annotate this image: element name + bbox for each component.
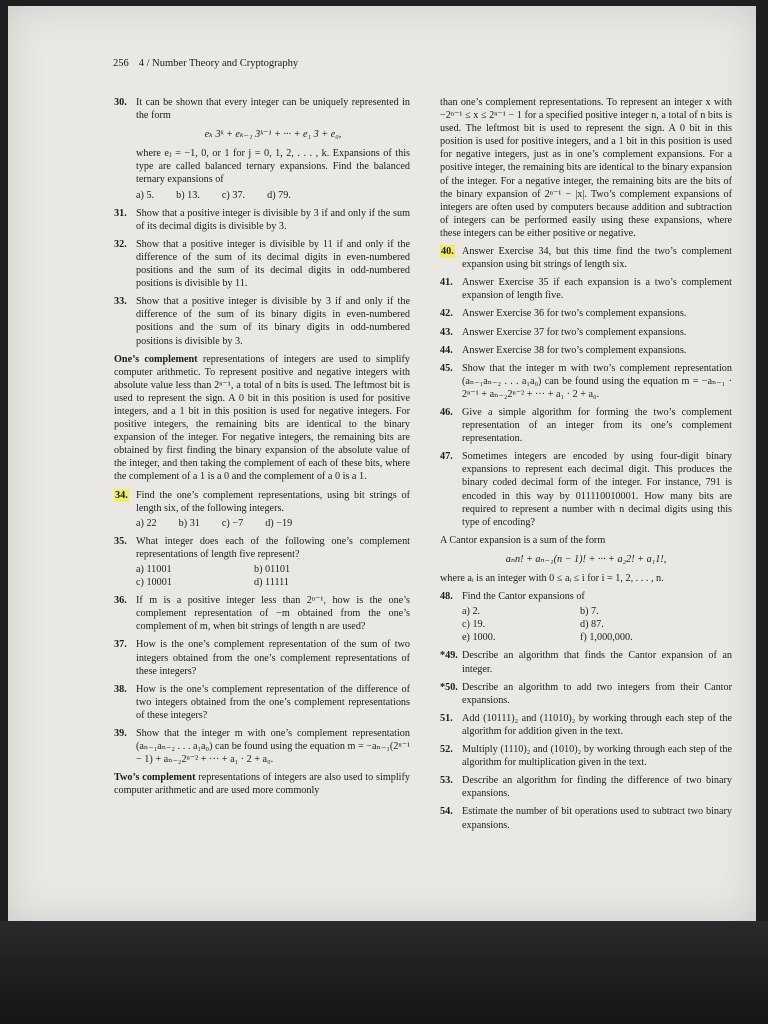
exercise-part: b) 13. (176, 189, 200, 201)
left-column (114, 96, 410, 803)
exercise-number: 35. (114, 535, 127, 547)
exercise-item (114, 638, 410, 677)
paragraph-text: A Cantor expansion is a sum of the form (440, 534, 606, 546)
exercise-item (114, 238, 410, 290)
exercise-parts (136, 189, 410, 202)
exercise-part: a) 11001 (136, 564, 172, 575)
paragraph-text: representations of integers are used to simplify computer arithmetic. To represent positive and negative integers with absolute value less than 2ⁿ⁻¹, a total of n bits is used. The leftmost bit is used to represent the sign. A 0 bit in this position is used for positive integers, and a 1 bit in this position is used for negative integers. For positive integers, the remaining bits are identical to the binary expansion of the integer. For negative integers, the remaining bits are obtained by first finding the binary expansion of the absolute value of the integer, and then taking the complement of each of these bits, where the complement of a 1 is a 0 and the complement of a 0 is a 1. (114, 353, 410, 483)
exercise-text: Answer Exercise 35 if each expansion is a two’s complement expansion of length five. (462, 277, 732, 302)
exercise-text: How is the one’s complement representation of the sum of two integers obtained from the one’s complement representations of these integers? (136, 639, 410, 677)
exercise-item (440, 276, 732, 302)
exercise-item (114, 96, 410, 202)
exercise-number: 52. (440, 744, 453, 756)
exercise-part: f) 1,000,000. (580, 632, 633, 644)
exercise-part: e) 1000. (462, 632, 496, 644)
exercise-item (440, 743, 732, 769)
exercise-text: Show that the integer m with two’s complement representation (aₙ₋₁aₙ₋₂ . . . a₁a₀) can be found using the equation m = −aₙ₋₁ · 2ⁿ⁻¹ + aₙ₋₂2ⁿ⁻² + ··· + a₁ · 2 + a₀. (462, 362, 732, 400)
exercise-part: c) 10001 (136, 577, 172, 589)
exercise-part: b) 01101 (254, 564, 291, 575)
running-head (113, 58, 308, 69)
exercise-number: 53. (440, 775, 453, 787)
exercise-text: Show that the integer m with one’s complement representation (aₙ₋₁aₙ₋₂ . . . a₁a₀) can be found using the equation m = −aₙ₋₁(2ⁿ⁻¹ − 1) + aₙ₋₂2ⁿ⁻² + ··· + a₁ · 2 + a₀. (136, 728, 410, 766)
exercise-item (440, 362, 732, 401)
exercise-part: a) 5. (136, 189, 155, 201)
exercise-text: Multiply (1110)₂ and (1010)₂ by working through each step of the algorithm for multiplication given in the text. (462, 744, 732, 769)
exercise-item (114, 295, 410, 347)
exercise-text: Answer Exercise 37 for two’s complement expansions. (462, 326, 687, 338)
exercise-text: Describe an algorithm that finds the Cantor expansion of an integer. (462, 650, 732, 675)
exercise-item (440, 681, 732, 707)
exercise-part: c) 19. (462, 619, 486, 631)
exercise-item (114, 683, 410, 722)
exercise-number: 30. (114, 97, 127, 108)
exercise-number: 32. (114, 238, 127, 250)
exercise-text: If m is a positive integer less than 2ⁿ⁻¹, how is the one’s complement representation of −m obtained from the one’s complement of m, when bit strings of length n are used? (136, 595, 410, 633)
exercise-number: *49. (440, 650, 458, 662)
exercise-item (440, 245, 732, 271)
exercise-number: 40. (441, 246, 454, 258)
exercise-text: What integer does each of the following one’s complement representations of length five represent? (136, 535, 410, 560)
exercise-item (440, 805, 732, 831)
exercise-number: 33. (114, 296, 127, 308)
exercise-text: Show that a positive integer is divisible by 3 if and only if the difference of the sum of its binary digits in even-numbered positions and the sum of its binary digits in odd-numbered positions is divisible by 3. (136, 296, 410, 347)
page-number: 256 (113, 58, 129, 69)
exercise-part: d) 79. (267, 189, 291, 201)
exercise-parts (462, 605, 732, 644)
exercise-text-continued: where eⱼ = −1, 0, or 1 for j = 0, 1, 2, . . . , k. Expansions of this type are called balanced ternary expansions. Find the balanced ternary expansions of (136, 148, 410, 186)
exercise-text: Give a simple algorithm for forming the two’s complement representation of an integer from its one’s complement representation. (462, 406, 732, 445)
textbook-page (8, 6, 756, 921)
exercise-part: d) −19 (265, 517, 293, 529)
exercise-text: It can be shown that every integer can be uniquely represented in the form (136, 97, 410, 122)
paragraph-text: than one’s complement representations. To represent an integer x with −2ⁿ⁻¹ ≤ x ≤ 2ⁿ⁻¹ − 1 for a specified positive integer n, a total of n bits is used. The leftmost bit is used to represent the sign. A 0 bit in this position is used for positive integers, and a 1 bit in this position is used for negative integers, just as in one’s complement expansions. For a positive integer, the remaining bits are identical to the binary expansion of the integer. For a negative integer, the remaining bits are the bits of the binary expansion of 2ⁿ⁻¹ − |x|. Two’s complement expansions of integers are often used by computers because addition and subtraction of integers can be performed easily using these expansions, where these integers can be either positive or negative. (440, 97, 732, 239)
equation: eₖ 3ᵏ + eₖ₋₁ 3ᵏ⁻¹ + ··· + e₁ 3 + e₀, (204, 129, 342, 141)
exercise-item (440, 344, 732, 357)
exercise-part: b) 7. (580, 606, 599, 618)
exercise-text: Sometimes integers are encoded by using four-digit binary expansions to represent each decimal digit. This produces the binary coded decimal form of the integer. For instance, 791 is encoded in this way by 011110010001. How many bits are required to represent a number with n decimal digits using this type of encoding? (462, 451, 732, 528)
exercise-number: 48. (440, 591, 453, 603)
exercise-number: 42. (440, 308, 453, 320)
text-paragraph (114, 353, 410, 484)
exercise-number: 31. (114, 207, 127, 219)
exercise-item (114, 594, 410, 633)
exercise-item (440, 326, 732, 339)
text-paragraph (440, 96, 732, 240)
exercise-part: a) 22 (136, 517, 157, 529)
exercise-text: Answer Exercise 38 for two’s complement expansions. (462, 344, 687, 356)
exercise-item (114, 727, 410, 766)
equation: aₙn! + aₙ₋₁(n − 1)! + ··· + a₂2! + a₁1!, (505, 553, 667, 565)
exercise-item (440, 450, 732, 529)
exercise-text: Add (10111)₂ and (11010)₂ by working through each step of the algorithm for addition given in the text. (462, 712, 732, 737)
exercise-text: Find the Cantor expansions of (462, 591, 585, 603)
exercise-item (440, 649, 732, 675)
exercise-item (440, 712, 732, 738)
exercise-text: Show that a positive integer is divisible by 3 if and only if the sum of its decimal digits is divisible by 3. (136, 207, 410, 232)
defined-term: Two’s complement (114, 772, 196, 784)
exercise-item (440, 406, 732, 445)
exercise-number: 34. (115, 489, 128, 501)
exercise-item (440, 307, 732, 320)
exercise-text: Describe an algorithm for finding the difference of two binary expansions. (462, 775, 732, 800)
exercise-number: 41. (440, 277, 453, 289)
exercise-number: 45. (440, 362, 453, 374)
exercise-item (114, 207, 410, 233)
exercise-part: d) 87. (580, 619, 604, 631)
exercise-item (440, 590, 732, 644)
exercise-text: Describe an algorithm to add two integers from their Cantor expansions. (462, 681, 732, 706)
right-column (440, 96, 732, 837)
exercise-number: 36. (114, 595, 127, 607)
exercise-number: 54. (440, 806, 453, 818)
exercise-text: Find the one’s complement representations, using bit strings of length six, of the following integers. (136, 489, 410, 514)
exercise-item (114, 535, 410, 589)
exercise-item (114, 489, 410, 530)
exercise-number: 46. (440, 406, 453, 418)
exercise-text-continued: where aᵢ is an integer with 0 ≤ aᵢ ≤ i for i = 1, 2, . . . , n. (440, 573, 664, 584)
paragraph-text: representations of integers are also used to simplify computer arithmetic and are used more commonly (114, 772, 411, 797)
exercise-number: 39. (114, 728, 127, 740)
scan-bottom-border (0, 921, 768, 1024)
exercise-number: 38. (114, 683, 127, 695)
exercise-number: 51. (440, 712, 453, 724)
exercise-part: d) 11111 (254, 577, 289, 589)
exercise-text: Show that a positive integer is divisible by 11 if and only if the difference of the sum of its decimal digits in even-numbered positions and the sum of its decimal digits in odd-numbered positions is divisible by 11. (136, 238, 410, 290)
exercise-text: Answer Exercise 36 for two’s complement expansions. (462, 308, 687, 320)
exercise-number: 47. (440, 451, 453, 463)
exercise-text: How is the one’s complement representation of the difference of two integers obtained from the one’s complement representations of these integers? (136, 683, 410, 721)
exercise-number: 44. (440, 344, 453, 356)
chapter-title: 4 / Number Theory and Cryptography (138, 58, 299, 69)
exercise-number: 43. (440, 326, 453, 338)
exercise-text: Estimate the number of bit operations used to subtract two binary expansions. (462, 806, 732, 831)
text-paragraph (440, 534, 732, 585)
text-paragraph (114, 771, 410, 797)
exercise-number: *50. (440, 681, 458, 693)
exercise-part: a) 2. (462, 606, 481, 618)
defined-term: One’s complement (114, 353, 198, 365)
exercise-number: 37. (114, 639, 127, 651)
exercise-part: c) −7 (221, 517, 244, 529)
exercise-item (440, 774, 732, 800)
exercise-parts (136, 517, 410, 530)
exercise-part: c) 37. (221, 189, 246, 201)
exercise-part: b) 31 (178, 517, 200, 529)
exercise-text: Answer Exercise 34, but this time find the two’s complement expansion using bit strings of length six. (462, 246, 732, 271)
exercise-parts (136, 563, 410, 589)
